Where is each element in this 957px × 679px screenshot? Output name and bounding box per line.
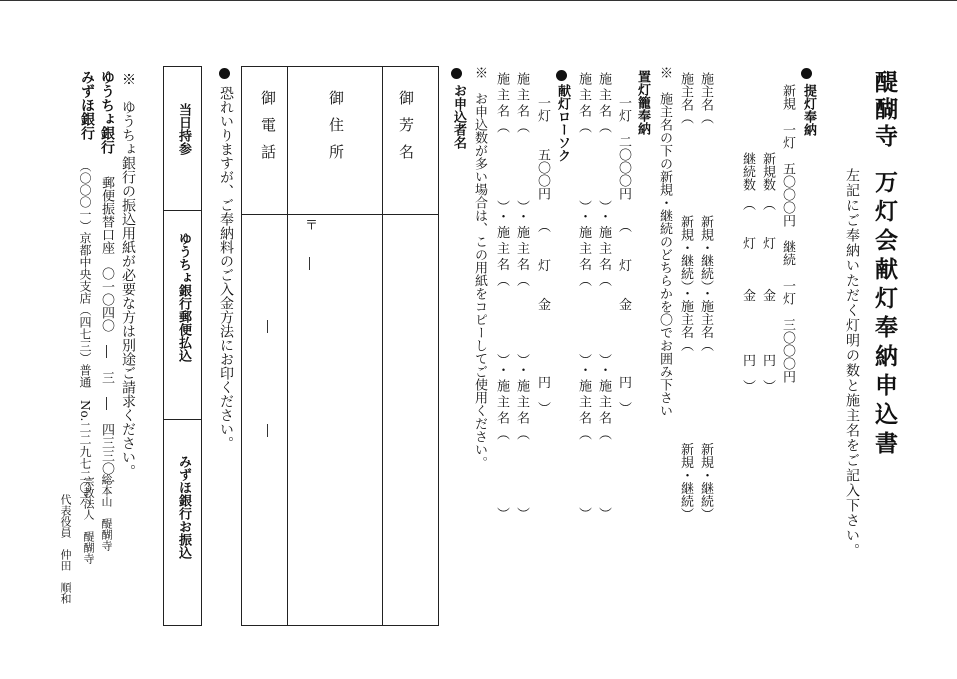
page-title: 万灯会献灯奉納申込書 [871,170,898,460]
issuer-line-1: 総本山 醍醐寺 [100,474,113,551]
bullet-icon [219,68,230,79]
payment-option-yucho[interactable] [164,210,201,418]
teito-new-count: 新規数 （ 灯 金 円 ） [760,152,775,393]
payment-option-label: 当日持参 [176,103,191,155]
teito-note: ※ 施主名の下の新規・継続のどちらかを〇でお囲み下さい [657,66,672,417]
top-border [0,0,957,1]
payment-option-label: ゆうちょ銀行郵便払込 [176,232,191,362]
teito-heading: 提灯奉納 [801,84,816,136]
applicant-heading: お申込者名 [451,84,466,149]
kento-sponsor-2: 施主名（ ）・施主名（ ）・施主名（ ） [494,72,509,523]
issuer-line-2: 宗教法人 醍醐寺 [82,476,95,564]
yucho-name: ゆうちょ銀行 [99,70,115,154]
title-temple: 醍醐寺 [871,70,898,151]
kento-price-line: 一灯 五〇〇円 （ 灯 金 円 ） [535,96,550,415]
address-label: 御住所 [327,90,345,171]
okitoro-heading: 置灯籠奉納 [635,70,650,135]
address-field[interactable] [287,214,381,624]
okitoro-sponsor-1: 施主名（ ）・施主名（ ）・施主名（ ） [596,72,611,523]
payment-option-mizuho[interactable] [164,419,201,625]
copy-note: ※ お申込数が多い場合は、この用紙をコピーしてご使用ください。 [472,66,487,469]
phone-field[interactable] [242,214,286,624]
mizuho-detail: （〇〇〇一）京都中央支店（四七三）普通 No.二二九七二〇六 [78,160,92,506]
bullet-icon [556,70,567,81]
bank-note: ※ ゆうちょ銀行の振込用紙が必要な方は別途ご請求ください。 [120,72,136,478]
phone-dash: ― [260,424,275,437]
payment-note: 恐れいりますが、ご奉納料のご入金方法にお印ください。 [218,86,234,450]
name-field[interactable] [382,214,437,624]
payment-option-label: みずほ銀行お振込 [176,455,191,559]
okitoro-sponsor-2: 施主名（ ）・施主名（ ）・施主名（ ） [576,72,591,523]
mizuho-name: みずほ銀行 [79,70,95,140]
teito-sponsor-2: 施主名（ 新規・継続）・施主名（ 新規・継続） [678,72,693,521]
bullet-icon [451,68,462,79]
bullet-icon [801,68,812,79]
phone-dash: ― [260,320,275,333]
postal-mark: 〒 ― [302,218,317,270]
kento-heading: 献灯ローソク [555,84,570,162]
kento-sponsor-1: 施主名（ ）・施主名（ ）・施主名（ ） [514,72,529,523]
instruction-text: 左記にご奉納いただく灯明の数と施主名をご記入下さい。 [844,168,860,558]
teito-price-line: 新規 一灯 五〇〇〇円 継続 一灯 三〇〇〇円 [780,84,795,383]
yucho-detail: 郵便振替口座 〇一〇四〇 ― 三 ― 四三三〇一 [99,176,114,488]
okitoro-price-line: 一灯 二〇〇〇円 （ 灯 金 円 ） [616,96,631,415]
issuer-line-3: 代表役員 仲田 順和 [59,494,72,604]
name-label: 御芳名 [397,90,415,171]
teito-sponsor-1: 施主名（ 新規・継続）・施主名（ 新規・継続） [698,72,713,521]
teito-cont-count: 継続数 （ 灯 金 円 ） [740,152,755,393]
phone-label: 御電話 [259,90,277,171]
payment-option-cash[interactable] [164,67,201,209]
